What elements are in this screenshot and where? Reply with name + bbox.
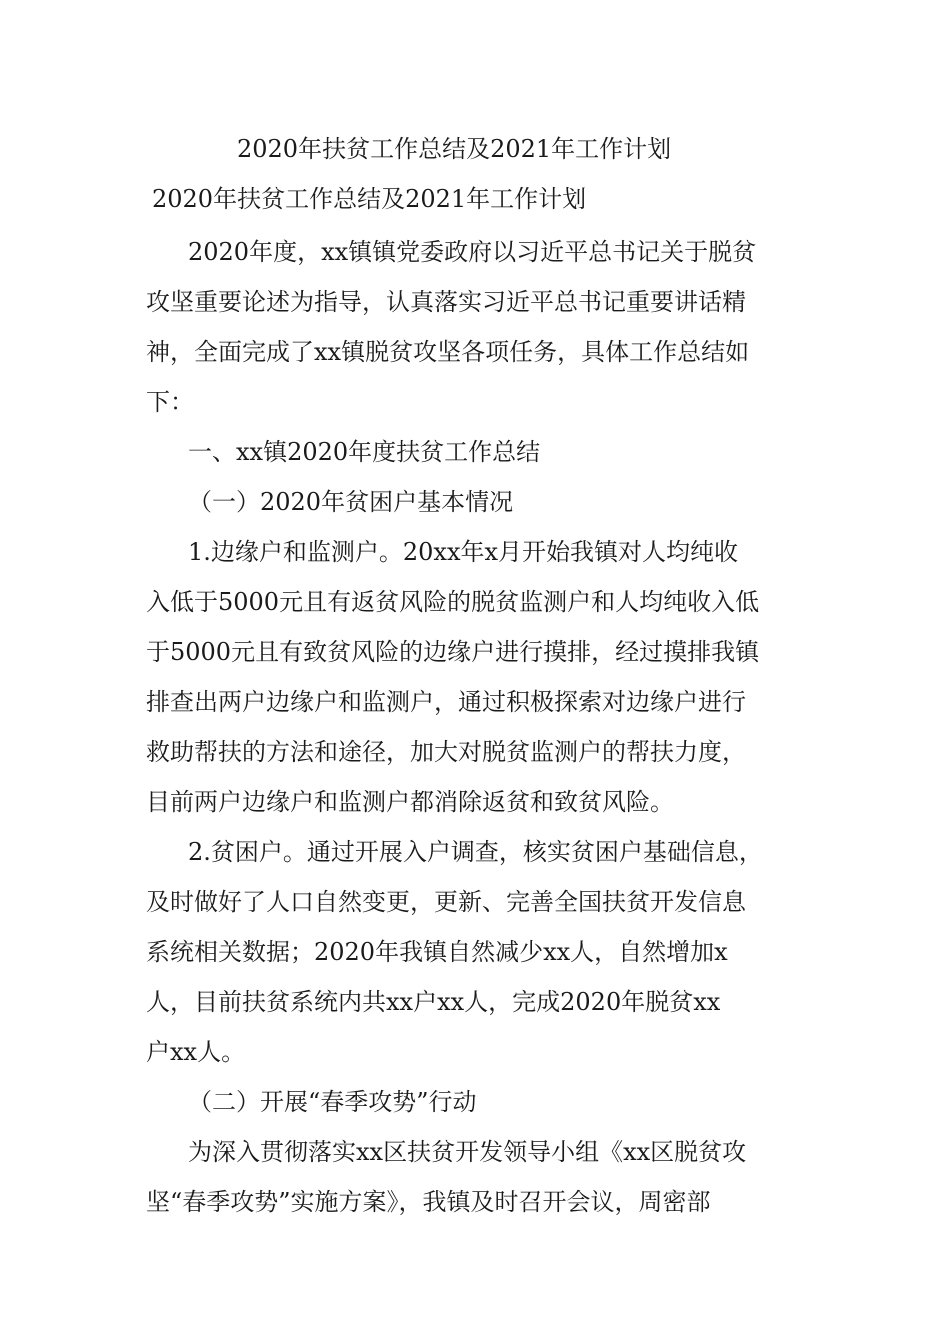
- paragraph-line: 坚“春季攻势”实施方案》，我镇及时召开会议，周密部: [146, 1188, 711, 1216]
- paragraph-line: 救助帮扶的方法和途径，加大对脱贫监测户的帮扶力度，: [146, 738, 746, 766]
- paragraph-line: 于5000元且有致贫风险的边缘户进行摸排，经过摸排我镇: [146, 638, 760, 666]
- subsection-heading: （一）2020年贫困户基本情况: [188, 488, 514, 516]
- document-subtitle: 2020年扶贫工作总结及2021年工作计划: [152, 185, 587, 213]
- paragraph-line: 2020年度，xx镇镇党委政府以习近平总书记关于脱贫: [188, 238, 757, 266]
- paragraph-line: 入低于5000元且有返贫风险的脱贫监测户和人均纯收入低: [146, 588, 760, 616]
- paragraph-line: 1.边缘户和监测户。20xx年x月开始我镇对人均纯收: [188, 538, 739, 566]
- paragraph-line: 为深入贯彻落实xx区扶贫开发领导小组《xx区脱贫攻: [188, 1138, 747, 1166]
- paragraph-line: 人，目前扶贫系统内共xx户xx人，完成2020年脱贫xx: [146, 988, 721, 1016]
- paragraph-line: 2.贫困户。通过开展入户调查，核实贫困户基础信息，: [188, 838, 763, 866]
- paragraph-line: 及时做好了人口自然变更，更新、完善全国扶贫开发信息: [146, 888, 746, 916]
- paragraph-line: 神，全面完成了xx镇脱贫攻坚各项任务，具体工作总结如: [146, 338, 750, 366]
- section-heading: 一、xx镇2020年度扶贫工作总结: [188, 438, 541, 466]
- paragraph-line: 系统相关数据；2020年我镇自然减少xx人，自然增加x: [146, 938, 728, 966]
- paragraph-line: 下：: [146, 388, 194, 416]
- paragraph-line: 攻坚重要论述为指导，认真落实习近平总书记重要讲话精: [146, 288, 746, 316]
- subsection-heading: （二）开展“春季攻势”行动: [188, 1088, 477, 1116]
- paragraph-line: 排查出两户边缘户和监测户，通过积极探索对边缘户进行: [146, 688, 746, 716]
- paragraph-line: 户xx人。: [146, 1038, 246, 1066]
- document-title: 2020年扶贫工作总结及2021年工作计划: [237, 135, 672, 163]
- paragraph-line: 目前两户边缘户和监测户都消除返贫和致贫风险。: [146, 788, 674, 816]
